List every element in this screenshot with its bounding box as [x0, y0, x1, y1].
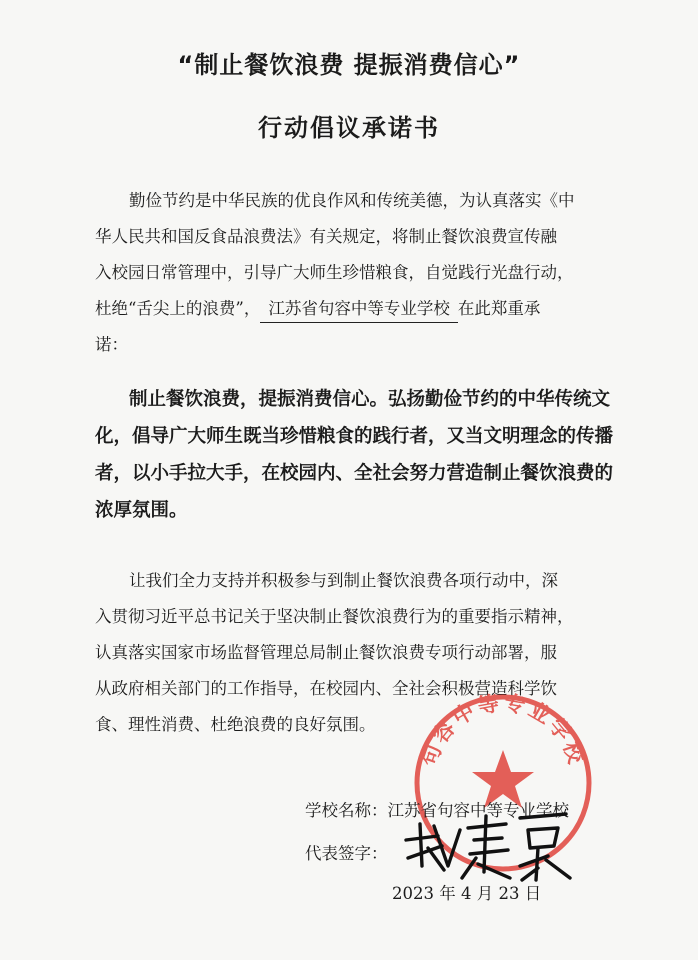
- school-name-fill: 江苏省句容中等专业学校: [260, 296, 458, 323]
- paragraph-line: 让我们全力支持并积极参与到制止餐饮浪费各项行动中，深: [129, 571, 558, 590]
- paragraph-text: 杜绝“舌尖上的浪费”，: [95, 299, 261, 318]
- handwritten-signature-icon: [398, 806, 578, 886]
- paragraph-line: 者，以小手拉大手，在校园内、全社会努力营造制止餐饮浪费的: [95, 463, 614, 484]
- paragraph-line: 勤俭节约是中华民族的优良作风和传统美德，为认真落实《中: [129, 191, 575, 210]
- seal-text: 句容中等专业学校: [416, 690, 590, 770]
- paragraph-line: 入贯彻习近平总书记关于坚决制止餐饮浪费行为的重要指示精神，: [95, 607, 574, 626]
- document-title-line1: “制止餐饮浪费 提振消费信心”: [177, 51, 521, 79]
- paragraph-line: [95, 291, 615, 327]
- representative-signature-row: [305, 840, 388, 864]
- paragraph-line: 化，倡导广大师生既当珍惜粮食的践行者，又当文明理念的传播: [95, 426, 614, 447]
- school-name-value: 江苏省句容中等专业学校: [387, 801, 569, 820]
- paragraph-line: 制止餐饮浪费，提振消费信心。弘扬勤俭节约的中华传统文: [129, 389, 611, 410]
- school-name-label: 学校名称：: [305, 801, 388, 820]
- paragraph-line: 浓厚氛围。: [95, 500, 188, 521]
- document-date: 2023 年 4 月 23 日: [392, 884, 542, 903]
- representative-label: 代表签字：: [305, 844, 388, 863]
- paragraph-line: 从政府相关部门的工作指导，在校园内、全社会积极营造科学饮: [95, 679, 557, 698]
- paragraph-line: 入校园日常管理中，引导广大师生珍惜粮食，自觉践行光盘行动，: [95, 263, 574, 282]
- paragraph-text: 在此郑重承: [457, 299, 541, 318]
- paragraph-line: 食、理性消费、杜绝浪费的良好氛围。: [95, 715, 376, 734]
- paragraph-intro: [95, 183, 615, 363]
- paragraph-line: 诺：: [95, 335, 128, 354]
- paragraph-line: 认真落实国家市场监督管理总局制止餐饮浪费专项行动部署，服: [95, 643, 557, 662]
- paragraph-line: 华人民共和国反食品浪费法》有关规定，将制止餐饮浪费宣传融: [95, 227, 557, 246]
- document-title-line2: 行动倡议承诺书: [258, 114, 440, 142]
- paragraph-pledge: [95, 381, 615, 529]
